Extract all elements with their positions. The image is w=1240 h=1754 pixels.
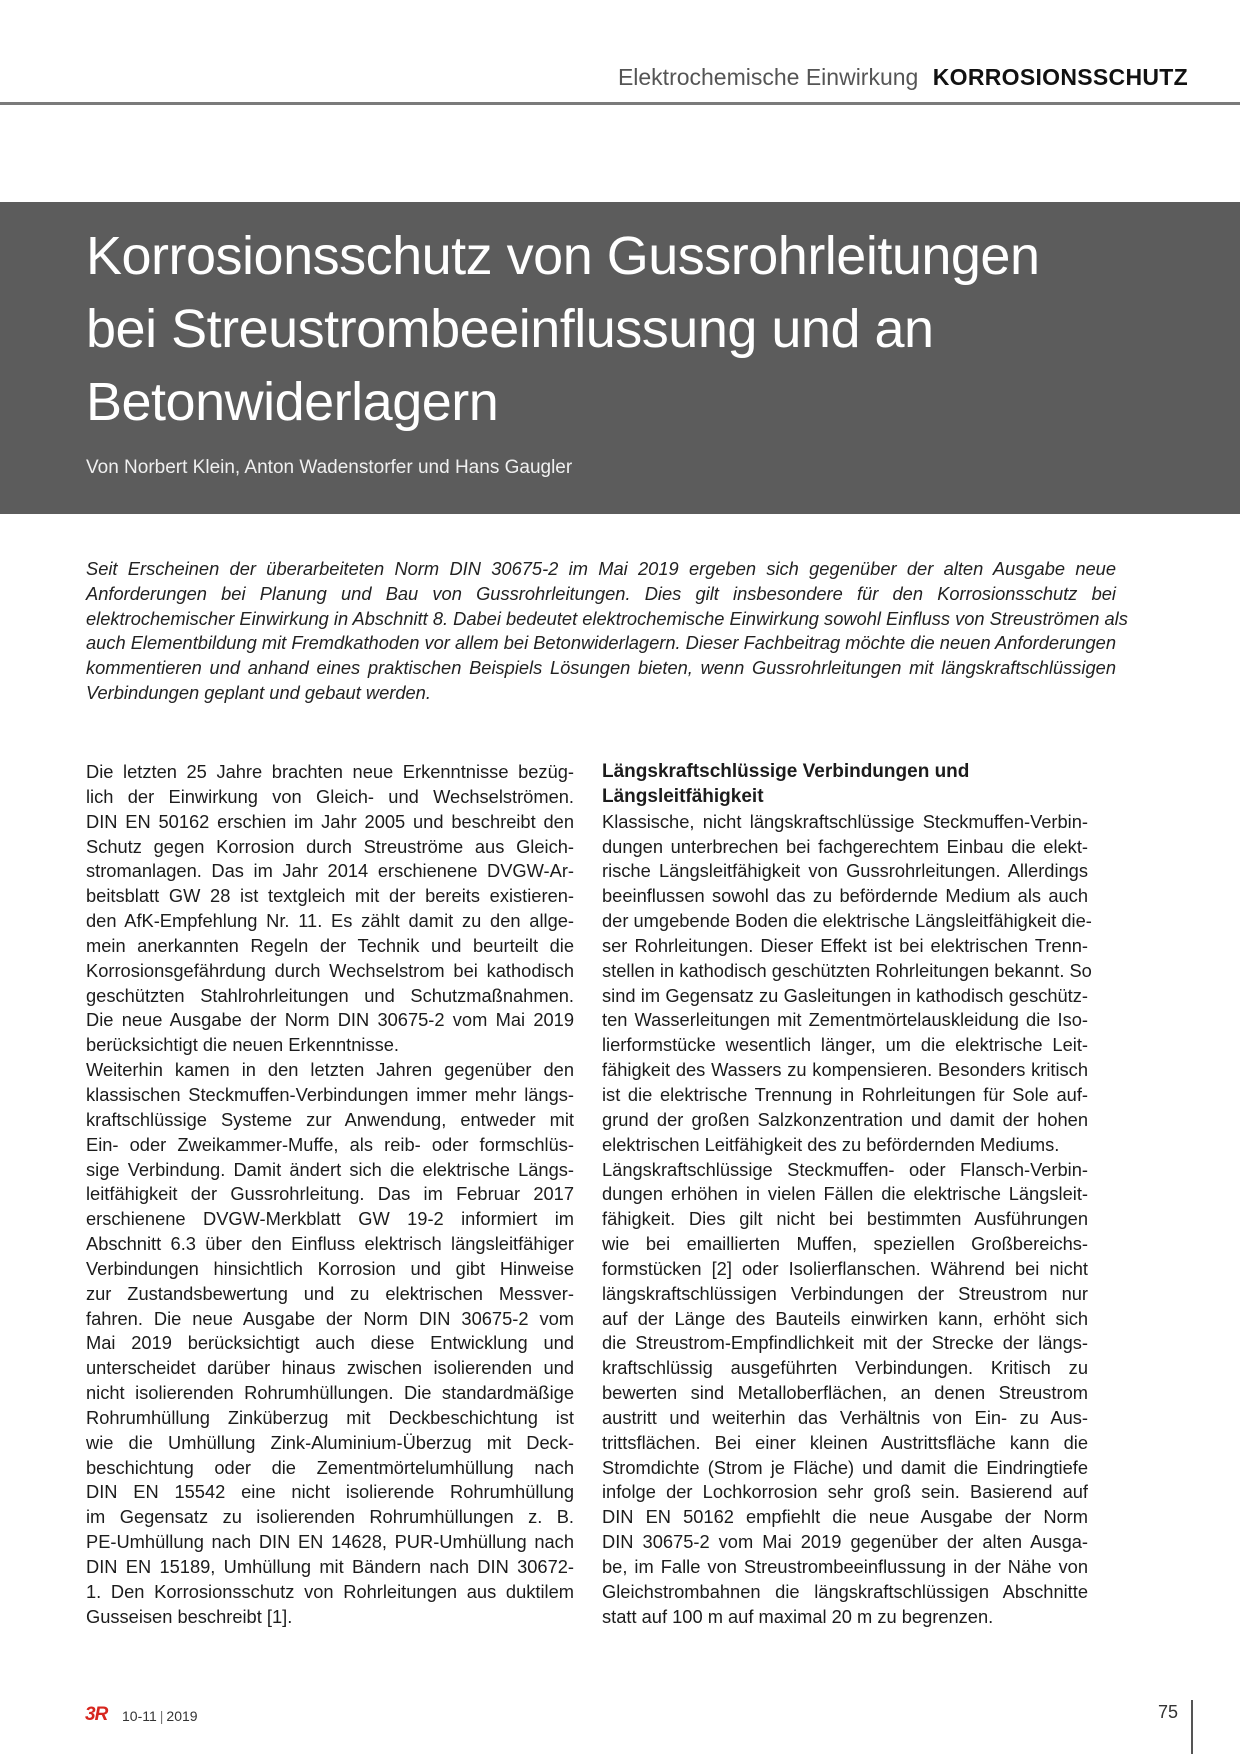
body-column-right [602,760,1092,1630]
issue-number: 10-11 [122,1708,157,1724]
body-column-left [86,760,574,1630]
issue-separator: | [159,1708,164,1724]
publisher-logo: 3R [85,1704,108,1725]
body-text-line: Stromdichte (Strom je Fläche) und damit die Eindringtiefe [602,1456,1088,1478]
body-text-line: auf der Länge des Bauteils einwirken kann, erhöht sich [602,1307,1088,1329]
body-text-line: ist die elektrische Trennung in Rohrleitungen für Sole auf- [602,1083,1088,1105]
body-text-line: rische Längsleitfähigkeit von Gussrohrleitungen. Allerdings [602,860,1088,882]
body-text-line: Gleichstrombahnen die längskraftschlüssigen Abschnitte [602,1580,1088,1602]
body-text-line: DIN EN 50162 empfiehlt die neue Ausgabe der Norm [602,1506,1088,1528]
page-number: 75 [1157,1702,1178,1722]
body-text-line: zur Zustandsbewertung und zu elektrischen Messver- [86,1282,574,1304]
body-text-line: 1. Den Korrosionsschutz von Rohrleitungen aus duktilem [86,1580,574,1602]
body-text-line: Schutz gegen Korrosion durch Streuströme aus Gleich- [86,835,574,857]
body-text-line: den AfK-Empfehlung Nr. 11. Es zählt damit zu den allge- [86,910,574,932]
body-text-line: Die neue Ausgabe der Norm DIN 30675-2 vom Mai 2019 [86,1009,574,1031]
running-head-text [618,64,1188,91]
body-text-line: beeinflussen sowohl das zu befördernde Medium als auch [602,885,1088,907]
body-text-line: längskraftschlüssigen Verbindungen der Streustrom nur [602,1282,1088,1304]
article-title-line: bei Streustrombeeinflussung und an [86,299,934,359]
body-text-line: Abschnitt 6.3 über den Einfluss elektrisch längsleitfähiger [86,1233,574,1255]
body-text-line: fahren. Die neue Ausgabe der Norm DIN 30675-2 vom [86,1307,574,1329]
body-text-line: fähigkeit des Wassers zu kompensieren. Besonders kritisch [602,1059,1088,1081]
article-title-line: Betonwiderlagern [86,372,499,432]
issue-year: 2019 [166,1708,198,1724]
body-text-line: geschützten Stahlrohrleitungen und Schutzmaßnahmen. [86,984,574,1006]
body-text-line: DIN EN 50162 erschien im Jahr 2005 und beschreibt den [86,810,574,832]
body-text-line: be, im Falle von Streustrombeeinflussung in der Nähe von [602,1556,1088,1577]
article-title-line: Korrosionsschutz von Gussrohrleitungen [86,226,1040,286]
body-text-line: Ein- oder Zweikammer-Muffe, als reib- oder formschlüs- [86,1133,574,1155]
body-text-line: Rohrumhüllung Zinküberzug mit Deckbeschichtung ist [86,1406,574,1428]
body-text-line: lierformstücke wesentlich länger, um die elektrische Leit- [602,1034,1088,1056]
abstract-line: Verbindungen geplant und gebaut werden. [86,681,431,703]
body-text-line: sind im Gegensatz zu Gasleitungen in kathodisch geschütz- [602,984,1088,1006]
body-text-line: grund der großen Salzkonzentration und damit der hohen [602,1108,1088,1130]
body-text-line: leitfähigkeit der Gussrohrleitung. Das im Februar 2017 [86,1183,574,1205]
running-head-topic: Elektrochemische Einwirkung [617,64,919,90]
body-text-line: elektrischen Leitfähigkeit des zu befördernden Mediums. [602,1133,1060,1155]
body-text-line: berücksichtigt die neuen Erkenntnisse. [86,1034,399,1056]
body-text-line: Gusseisen beschreibt [1]. [86,1605,293,1627]
body-text-line: ser Rohrleitungen. Dieser Effekt ist bei elektrischen Trenn- [602,934,1088,956]
body-text-line: Längskraftschlüssige Steckmuffen- oder Flansch-Verbin- [602,1158,1088,1180]
article-byline: Von Norbert Klein, Anton Wadenstorfer und Hans Gaugler [86,457,573,478]
body-text-line: statt auf 100 m auf maximal 20 m zu begrenzen. [602,1605,994,1627]
body-text-line: stellen in kathodisch geschützten Rohrleitungen bekannt. So [602,959,1092,981]
body-text-line: formstücken [2] oder Isolierflanschen. Während bei nicht [602,1257,1088,1279]
body-text-line: die Streustrom-Empfindlichkeit mit der Strecke der längs- [602,1332,1088,1354]
title-band [0,202,1240,514]
body-text-line: beschichtung oder die Zementmörtelumhüllung nach [86,1456,574,1478]
body-text-line: bewerten sind Metalloberflächen, an denen Streustrom [602,1382,1088,1404]
body-text-line: austritt und weiterhin das Verhältnis von Ein- zu Aus- [602,1406,1088,1428]
body-text-line: dungen erhöhen in vielen Fällen die elektrische Längsleit- [602,1183,1088,1205]
body-text-line: beitsblatt GW 28 ist textgleich mit der bereits existieren- [86,885,574,907]
abstract-line: elektrochemischer Einwirkung in Abschnitt 8. Dabei bedeutet elektrochemische Einwirkung sowohl Einfluss von Streuströmen als [86,607,1128,629]
body-text-line: DIN 30675-2 vom Mai 2019 gegenüber der alten Ausga- [602,1531,1088,1553]
body-text-line: fähigkeit. Dies gilt nicht bei bestimmten Ausführungen [602,1208,1088,1230]
body-text-line: kraftschlüssig ausgeführten Verbindungen. Kritisch zu [602,1357,1088,1379]
body-text-line: Korrosionsgefährdung durch Wechselstrom bei kathodisch [86,959,574,981]
article-abstract [86,557,1128,706]
body-text-line: trittsflächen. Bei einer kleinen Austrittsfläche kann die [602,1431,1088,1453]
article-title [86,220,1186,439]
body-text-line: nicht isolierenden Rohrumhüllungen. Die standardmäßige [86,1382,574,1404]
abstract-line: auch Elementbildung mit Fremdkathoden vor allem bei Betonwiderlagern. Dieser Fachbeitrag möchte die neuen Anforderungen [86,632,1116,654]
body-text-line: lich der Einwirkung von Gleich- und Wechselströmen. [86,785,574,807]
body-text-line: sige Verbindung. Damit ändert sich die elektrische Längs- [86,1158,574,1180]
body-text-line: DIN EN 15542 eine nicht isolierende Rohrumhüllung [86,1481,574,1503]
abstract-line: Anforderungen bei Planung und Bau von Gussrohrleitungen. Dies gilt insbesondere für den Korrosionsschutz bei [86,582,1116,604]
body-text-line: im Gegensatz zu isolierenden Rohrumhüllungen z. B. [86,1506,574,1528]
page-number-rule [1191,1700,1193,1754]
body-text-line: wie bei emaillierten Muffen, speziellen Großbereichs- [602,1233,1088,1255]
body-text-line: erschienene DVGW-Merkblatt GW 19-2 informiert im [86,1208,574,1230]
body-text-line: DIN EN 15189, Umhüllung mit Bändern nach DIN 30672- [86,1556,574,1577]
body-text-line: unterscheidet darüber hinaus zwischen isolierenden und [86,1357,574,1379]
body-text-line: PE-Umhüllung nach DIN EN 14628, PUR-Umhüllung nach [86,1531,574,1553]
body-text-line: Weiterhin kamen in den letzten Jahren gegenüber den [86,1059,574,1081]
body-text-line: klassischen Steckmuffen-Verbindungen immer mehr längs- [86,1083,574,1105]
abstract-line: Seit Erscheinen der überarbeiteten Norm DIN 30675-2 im Mai 2019 ergeben sich gegenüber der alten Ausgabe neue [86,558,1116,579]
body-text-line: der umgebende Boden die elektrische Längsleitfähigkeit die- [602,910,1092,932]
body-text-line: Klassische, nicht längskraftschlüssige Steckmuffen-Verbin- [602,810,1088,832]
body-text-line: wie die Umhüllung Zink-Aluminium-Überzug mit Deck- [86,1431,574,1453]
body-text-line: stromanlagen. Das im Jahr 2014 erschienene DVGW-Ar- [86,860,574,882]
body-text-line: Mai 2019 berücksichtigt auch diese Entwicklung und [86,1332,574,1354]
section-heading-line: Längskraftschlüssige Verbindungen und [602,761,970,782]
body-text-line: kraftschlüssige Systeme zur Anwendung, entweder mit [86,1108,574,1130]
body-text-line: mein anerkannten Regeln der Technik und beurteilt die [86,934,574,956]
running-head-section: KORROSIONSSCHUTZ [932,64,1188,90]
body-text-line: Die letzten 25 Jahre brachten neue Erkenntnisse bezüg- [86,761,574,782]
body-text-line: Verbindungen hinsichtlich Korrosion und gibt Hinweise [86,1257,574,1279]
body-text-line: infolge der Lochkorrosion sehr groß sein. Basierend auf [602,1481,1088,1503]
abstract-line: kommentieren und anhand eines praktischen Beispiels Lösungen bieten, wenn Gussrohrleitungen mit längskraftschlüssigen [86,657,1116,679]
body-text-line: ten Wasserleitungen mit Zementmörtelauskleidung die Iso- [602,1009,1088,1031]
issue-info [122,1708,198,1724]
section-heading-line: Längsleitfähigkeit [602,785,764,807]
section-body [602,810,1092,1630]
body-text-line: dungen unterbrechen bei fachgerechtem Einbau die elekt- [602,835,1088,857]
running-head [0,58,1240,105]
